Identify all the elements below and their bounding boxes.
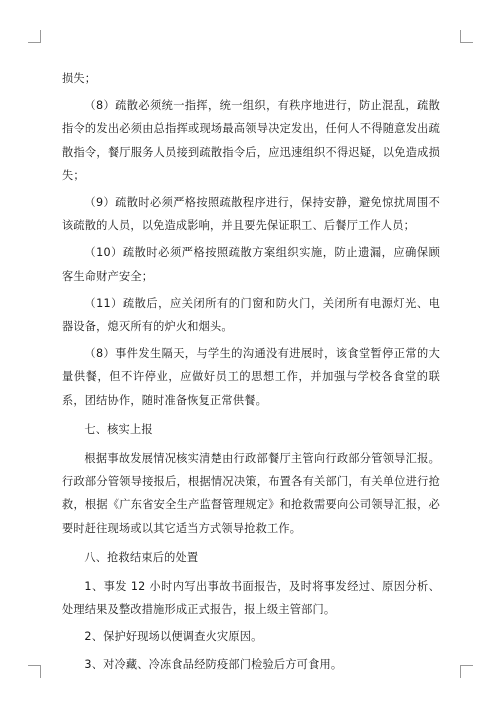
paragraph-step-1: 1、事发 12 小时内写出事故书面报告，及时将事发经过、原因分析、处理结果及整改措施形成正式报告，报上级主管部门。 (62, 580, 440, 617)
paragraph-item-9: （9）疏散时必须严格按照疏散程序进行，保持安静，避免惊扰周围不该疏散的人员，以免造成影响，并且要先保证职工、后餐厅工作人员； (62, 196, 440, 233)
crop-mark-top-right (460, 30, 473, 43)
paragraph-continuation: 损失； (62, 72, 97, 85)
paragraph-section-7: 根据事故发展情况核实清楚由行政部餐厅主管向行政部分管领导汇报。行政部分管领导接报后，根据情况决策，布置各有关部门，有关单位进行抢救，根据《广东省安全生产监督管理规定》和抢救需要向公司领导汇报，必要时赶往现场或以其它适当方式领导抢救工作。 (62, 452, 440, 535)
paragraph-item-8: （8）疏散必须统一指挥，统一组织，有秩序地进行，防止混乱，疏散指令的发出必须由总指挥或现场最高领导决定发出，任何人不得随意发出疏散指令，餐厅服务人员接到疏散指令后，应迅速组织不得迟疑，以免造成损失； (62, 99, 440, 182)
crop-mark-bottom-left (28, 665, 41, 678)
section-heading-8: 八、抢救结束后的处置 (84, 550, 199, 564)
section-heading-7: 七、核实上报 (84, 422, 153, 436)
paragraph-item-8b: （8）事件发生隔天，与学生的沟通没有进展时，该食堂暂停正常的大量供餐，但不许停业，应做好员工的思想工作，并加强与学校各食堂的联系，团结协作，随时准备恢复正常供餐。 (62, 347, 440, 407)
paragraph-step-2: 2、保护好现场以便调查火灾原因。 (84, 630, 263, 644)
crop-mark-top-left (28, 30, 41, 43)
paragraph-item-11: （11）疏散后，应关闭所有的门窗和防火门，关闭所有电源灯光、电器设备，熄灭所有的炉火和烟头。 (62, 296, 440, 334)
crop-mark-bottom-right (460, 665, 473, 678)
paragraph-step-3: 3、对冷藏、冷冻食品经防疫部门检验后方可食用。 (84, 657, 343, 671)
document-body (62, 67, 440, 680)
paragraph-item-10: （10）疏散时必须严格按照疏散方案组织实施，防止遗漏，应确保顾客生命财产安全； (62, 246, 440, 283)
